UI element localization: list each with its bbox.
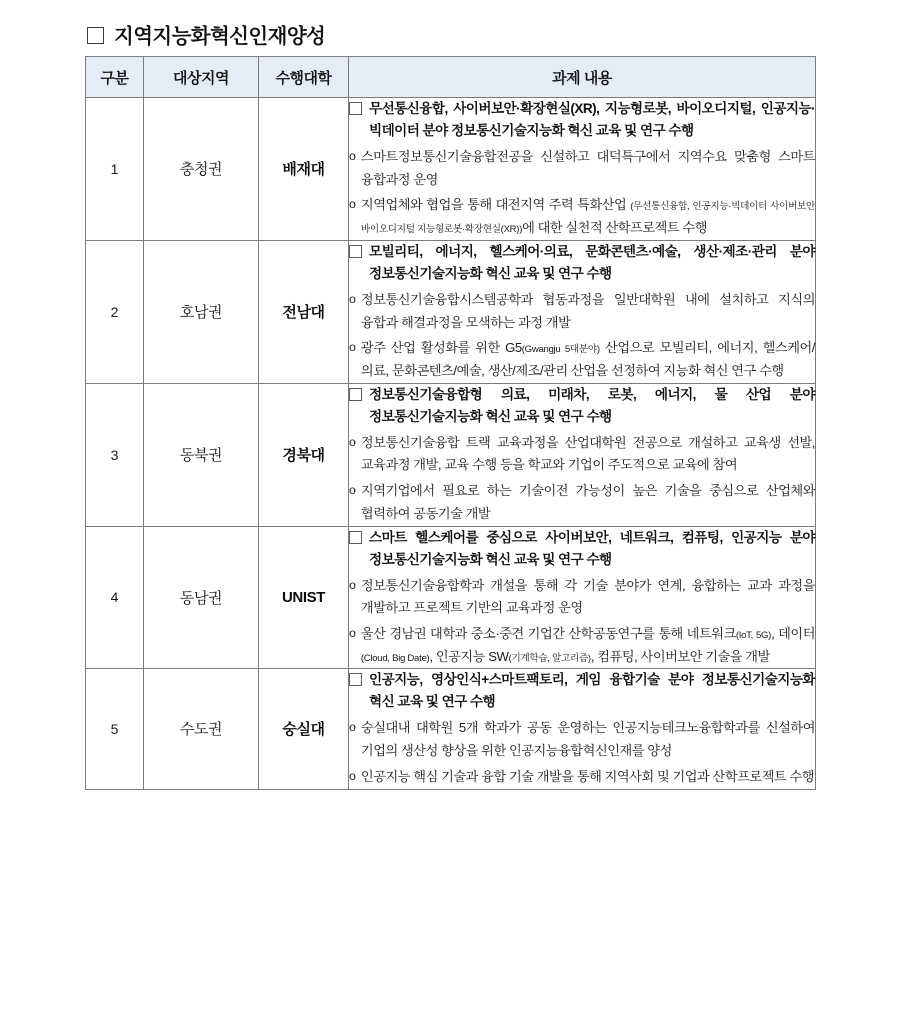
bullet-text-segment: 지역업체와 협업을 통해 대전지역 주력 특화산업	[360, 197, 631, 213]
task-bullet	[349, 480, 815, 525]
table-header-row	[86, 57, 816, 98]
bullet-marker: o	[349, 149, 356, 164]
bullet-text-annotation: (기계학습, 알고리즘)	[508, 652, 591, 664]
cell-task	[349, 98, 816, 241]
cell-task	[349, 240, 816, 383]
bullet-text-annotation: (Cloud, Big Date)	[360, 652, 430, 664]
bullet-marker: o	[349, 625, 356, 640]
task-bullet-text	[361, 432, 815, 477]
task-bullet	[349, 337, 815, 382]
cell-university: UNIST	[259, 526, 349, 669]
task-bullet-text	[361, 194, 815, 239]
bullet-text-segment: 에 대한 실천적 산학프로젝트 수행	[522, 220, 707, 236]
bullet-text-segment: 정보통신기술융합 트랙 교육과정을 산업대학원 전공으로 개설하고 교육생 선발, 교육과정 개발, 교육 수행 등을 학교와 기업이 주도적으로 교육에 참여	[360, 434, 815, 473]
cell-university: 경북대	[259, 383, 349, 526]
cell-region: 동북권	[144, 383, 259, 526]
task-bullet	[349, 289, 815, 334]
task-headline-text: 인공지능, 영상인식+스마트팩토리, 게임 융합기술 분야 정보통신기술지능화 혁신 교육 및 연구 수행	[369, 672, 815, 710]
task-bullet-text	[361, 146, 815, 191]
task-headline	[349, 241, 815, 285]
task-bullet	[349, 766, 815, 789]
column-header-region: 대상지역	[144, 57, 259, 98]
table-header	[86, 57, 816, 98]
task-bullet	[349, 623, 815, 668]
task-headline	[349, 669, 815, 713]
bullet-text-segment: 숭실대내 대학원 5개 학과가 공동 운영하는 인공지능테크노융합학과를 신설하여 기업의 생산성 향상을 위한 인공지능융합혁신인재를 양성	[360, 720, 815, 759]
page-title	[87, 14, 815, 54]
bullet-marker: o	[349, 768, 356, 783]
cell-task	[349, 669, 816, 789]
bullet-marker: o	[349, 340, 356, 355]
bullet-text-segment: 지역기업에서 필요로 하는 기술이전 가능성이 높은 기술을 중심으로 산업체와 협력하여 공동기술 개발	[360, 483, 815, 521]
bullet-marker: o	[349, 434, 356, 449]
cell-no: 2	[86, 240, 144, 383]
cell-region: 호남권	[144, 240, 259, 383]
bullet-text-segment: 인공지능 핵심 기술과 융합 기술 개발을 통해 지역사회 및 기업과 산학프로젝트 수행	[360, 768, 815, 784]
task-headline-text: 무선통신융합, 사이버보안·확장현실(XR), 지능형로봇, 바이오디지털, 인공지능·빅데이터 분야 정보통신기술지능화 혁신 교육 및 연구 수행	[369, 101, 815, 139]
cell-region: 동남권	[144, 526, 259, 669]
cell-region: 수도권	[144, 669, 259, 789]
task-bullet	[349, 717, 815, 762]
page-title-text: 지역지능화혁신인재양성	[114, 25, 326, 48]
cell-university: 숭실대	[259, 669, 349, 789]
task-headline	[349, 527, 815, 571]
task-bullet-text	[361, 623, 815, 668]
task-headline	[349, 98, 815, 142]
cell-university: 전남대	[259, 240, 349, 383]
bullet-text-segment: , 데이터	[771, 625, 815, 641]
cell-no: 5	[86, 669, 144, 789]
cell-no: 3	[86, 383, 144, 526]
table-body	[86, 98, 816, 790]
bullet-marker: o	[349, 720, 356, 735]
task-bullet	[349, 432, 815, 477]
task-headline	[349, 384, 815, 428]
bullet-marker: o	[349, 291, 356, 306]
task-bullet	[349, 575, 815, 620]
cell-no: 4	[86, 526, 144, 669]
cell-task	[349, 383, 816, 526]
cell-no: 1	[86, 98, 144, 241]
task-bullet-text	[361, 575, 815, 620]
column-header-university: 수행대학	[259, 57, 349, 98]
bullet-text-annotation: (IoT, 5G)	[735, 629, 772, 641]
bullet-text-segment: , 인공지능 SW	[429, 648, 509, 664]
bullet-text-segment: 산업으로 모빌리티, 에너지, 헬스케어/의료, 문화콘텐츠/예술, 생산/제조/관리 산업을 선정하여 지능화 혁신 연구 수행	[360, 340, 815, 378]
task-bullet-text	[361, 289, 815, 334]
column-header-task: 과제 내용	[349, 57, 816, 98]
cell-university: 배재대	[259, 98, 349, 241]
cell-task	[349, 526, 816, 669]
bullet-text-annotation: (무선통신융합, 인공지능·빅데이터 사이버보안 바이오디지털 지능형로봇·확장현실(XR))	[360, 201, 815, 236]
bullet-text-annotation: (Gwangju 5대분야)	[521, 344, 600, 356]
table-row	[86, 526, 816, 669]
task-headline-text: 정보통신기술융합형 의료, 미래차, 로봇, 에너지, 물 산업 분야 정보통신기술지능화 혁신 교육 및 연구 수행	[369, 386, 815, 424]
task-bullet-text	[361, 766, 814, 789]
cell-region: 충청권	[144, 98, 259, 241]
table-row	[86, 240, 816, 383]
table-row	[86, 383, 816, 526]
empty-square-icon	[349, 102, 362, 115]
empty-square-icon	[349, 531, 362, 544]
empty-square-icon	[349, 245, 362, 258]
task-bullet-text	[361, 337, 815, 382]
task-bullet	[349, 146, 815, 191]
table-row	[86, 669, 816, 789]
bullet-text-segment: 정보통신기술융합시스템공학과 협동과정을 일반대학원 내에 설치하고 지식의 융합과 해결과정을 모색하는 과정 개발	[360, 291, 815, 330]
task-headline-text: 모빌리티, 에너지, 헬스케어·의료, 문화콘텐츠·예술, 생산·제조·관리 분야 정보통신기술지능화 혁신 교육 및 연구 수행	[369, 243, 815, 281]
task-bullet	[349, 194, 815, 239]
bullet-marker: o	[349, 577, 356, 592]
empty-square-icon	[349, 388, 362, 401]
bullet-text-segment: 울산 경남권 대학과 중소·중견 기업간 산학공동연구를 통해 네트워크	[360, 625, 736, 641]
bullet-text-segment: , 컴퓨팅, 사이버보안 기술을 개발	[590, 648, 770, 664]
table-row	[86, 98, 816, 241]
bullet-marker: o	[349, 483, 356, 498]
empty-square-icon	[87, 27, 104, 44]
task-bullet-text	[361, 717, 815, 762]
column-header-no: 구분	[86, 57, 144, 98]
task-bullet-text	[361, 480, 815, 525]
empty-square-icon	[349, 673, 362, 686]
bullet-text-segment: 광주 산업 활성화를 위한 G5	[360, 340, 522, 356]
bullet-marker: o	[349, 197, 356, 212]
bullet-text-segment: 스마트정보통신기술융합전공을 신설하고 대덕특구에서 지역수요 맞춤형 스마트 융합과정 운영	[360, 149, 815, 187]
bullet-text-segment: 정보통신기술융합학과 개설을 통해 각 기술 분야가 연계, 융합하는 교과 과정을 개발하고 프로젝트 기반의 교육과정 운영	[360, 577, 815, 616]
program-table	[85, 56, 816, 790]
task-headline-text: 스마트 헬스케어를 중심으로 사이버보안, 네트워크, 컴퓨팅, 인공지능 분야 정보통신기술지능화 혁신 교육 및 연구 수행	[369, 529, 815, 567]
